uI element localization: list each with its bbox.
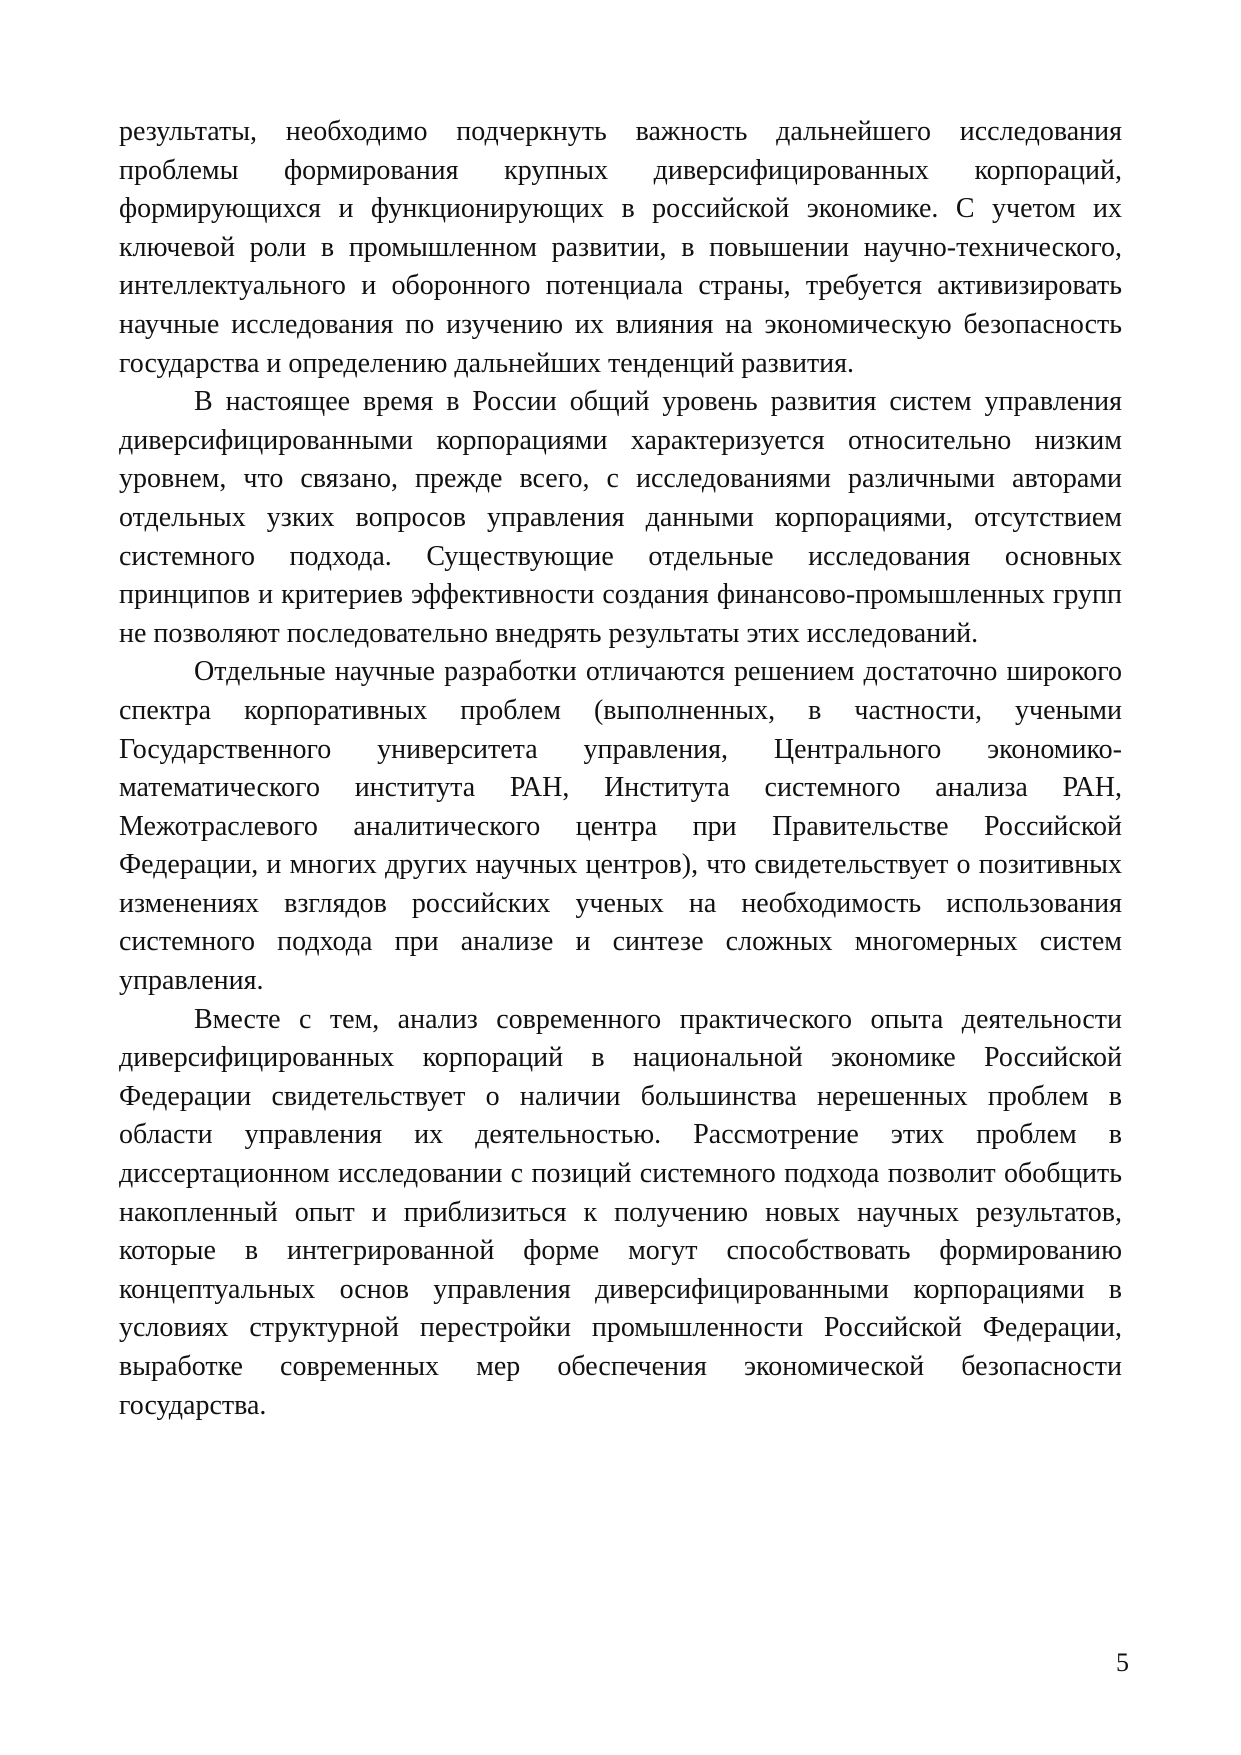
paragraph-2: В настоящее время в России общий уровень развития систем управления диверсифицированными корпорациями характеризуется относительно низким уровнем, что связано, прежде всего, с исследованиями различными авторами отдельных узких вопросов управления данными корпорациями, отсутствием системного подхода. Существующие отдельные исследования основных принципов и критериев эффективности создания финансово-промышленных групп не позволяют последовательно внедрять результаты этих исследований.	[119, 386, 1122, 649]
page-number: 5	[1116, 1648, 1129, 1677]
paragraph-3: Отдельные научные разработки отличаются решением достаточно широкого спектра корпоративных проблем (выполненных, в частности, учеными Государственного университета управления, Центрального экономико-математического института РАН, Института системного анализа РАН, Межотраслевого аналитического центра при Правительстве Российской Федерации, и многих других научных центров), что свидетельствует о позитивных изменениях взглядов российских ученых на необходимость использования системного подхода при анализе и синтезе сложных многомерных систем управления.	[119, 656, 1122, 997]
body-text	[119, 113, 1122, 1425]
paragraph-1: результаты, необходимо подчеркнуть важность дальнейшего исследования проблемы формирования крупных диверсифицированных корпораций, формирующихся и функционирующих в российской экономике. С учетом их ключевой роли в промышленном развитии, в повышении научно-технического, интеллектуального и оборонного потенциала страны, требуется активизировать научные исследования по изучению их влияния на экономическую безопасность государства и определению дальнейших тенденций развития.	[119, 116, 1122, 379]
paragraph-4: Вместе с тем, анализ современного практического опыта деятельности диверсифицированных корпораций в национальной экономике Российской Федерации свидетельствует о наличии большинства нерешенных проблем в области управления их деятельностью. Рассмотрение этих проблем в диссертационном исследовании с позиций системного подхода позволит обобщить накопленный опыт и приблизиться к получению новых научных результатов, которые в интегрированной форме могут способствовать формированию концептуальных основ управления диверсифицированными корпорациями в условиях структурной перестройки промышленности Российской Федерации, выработке современных мер обеспечения экономической безопасности государства.	[119, 1003, 1122, 1421]
